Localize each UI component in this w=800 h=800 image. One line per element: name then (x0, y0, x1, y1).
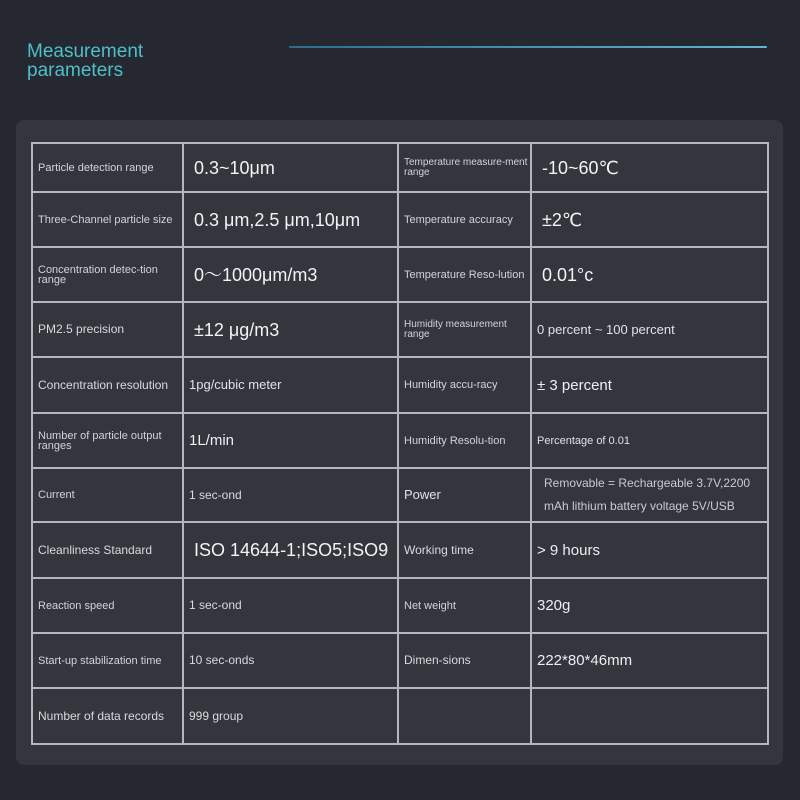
spec-value: Percentage of 0.01 (531, 413, 768, 468)
spec-label: Humidity Resolu-tion (398, 413, 531, 468)
spec-value: 0～1000μm/m3 (183, 247, 398, 302)
spec-label: Net weight (398, 578, 531, 633)
table-row (32, 143, 768, 192)
table-row (32, 192, 768, 247)
spec-value: 0 percent ~ 100 percent (531, 302, 768, 357)
spec-label: Humidity measurement range (398, 302, 531, 357)
spec-value: ±2℃ (531, 192, 768, 247)
title-divider (289, 46, 767, 48)
spec-label: Temperature Reso-lution (398, 247, 531, 302)
table-row (32, 357, 768, 413)
spec-value: 0.01°c (531, 247, 768, 302)
spec-label: Temperature accuracy (398, 192, 531, 247)
spec-value: 222*80*46mm (531, 633, 768, 688)
spec-value: > 9 hours (531, 522, 768, 578)
spec-label: Start-up stabilization time (32, 633, 183, 688)
spec-label: Number of particle output ranges (32, 413, 183, 468)
page-title-line1: Measurement (27, 41, 144, 62)
spec-value: 0.3~10μm (183, 143, 398, 192)
table-row (32, 578, 768, 633)
spec-label: Power (398, 468, 531, 522)
table-row (32, 522, 768, 578)
spec-label: Concentration detec-tion range (32, 247, 183, 302)
spec-label: Three-Channel particle size (32, 192, 183, 247)
spec-label: Cleanliness Standard (32, 522, 183, 578)
spec-value (531, 688, 768, 744)
spec-value: 1 sec-ond (183, 578, 398, 633)
spec-value: 0.3 μm,2.5 μm,10μm (183, 192, 398, 247)
spec-label (398, 688, 531, 744)
page-title (27, 42, 143, 80)
spec-value: ISO 14644-1;ISO5;ISO9 (183, 522, 398, 578)
spec-value: 1pg/cubic meter (183, 357, 398, 413)
spec-value: -10~60℃ (531, 143, 768, 192)
spec-value: 320g (531, 578, 768, 633)
table-row (32, 633, 768, 688)
table-row (32, 302, 768, 357)
page-title-line2: parameters (27, 60, 124, 81)
spec-label: Humidity accu-racy (398, 357, 531, 413)
table-row (32, 413, 768, 468)
spec-label: Concentration resolution (32, 357, 183, 413)
spec-label: Working time (398, 522, 531, 578)
spec-value: 10 sec-onds (183, 633, 398, 688)
table-row (32, 468, 768, 522)
spec-label: Number of data records (32, 688, 183, 744)
spec-value: 1L/min (183, 413, 398, 468)
spec-value: 1 sec-ond (183, 468, 398, 522)
spec-label: Current (32, 468, 183, 522)
spec-value: ± 3 percent (531, 357, 768, 413)
spec-table (31, 142, 769, 745)
spec-label: Reaction speed (32, 578, 183, 633)
spec-label: PM2.5 precision (32, 302, 183, 357)
spec-label: Particle detection range (32, 143, 183, 192)
spec-value: 999 group (183, 688, 398, 744)
table-row (32, 247, 768, 302)
spec-label: Dimen-sions (398, 633, 531, 688)
spec-label: Temperature measure-ment range (398, 143, 531, 192)
spec-value: Removable = Rechargeable 3.7V,2200 mAh lithium battery voltage 5V/USB (531, 468, 768, 522)
spec-value: ±12 μg/m3 (183, 302, 398, 357)
table-row (32, 688, 768, 744)
